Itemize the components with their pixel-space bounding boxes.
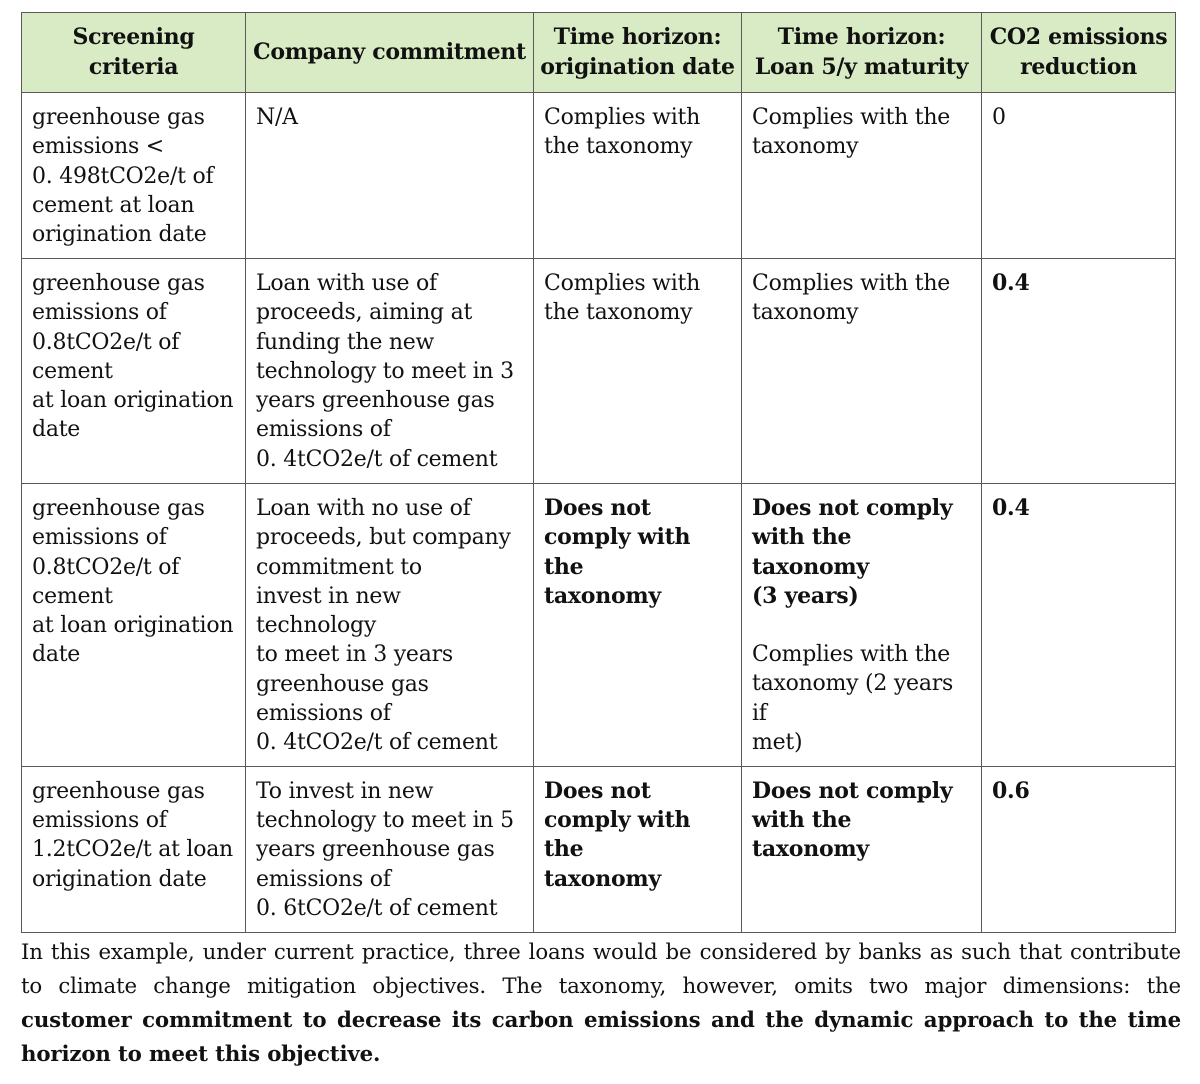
- header-company-commitment: Company commitment: [246, 13, 534, 93]
- maturity-noncompliant-text: Does not comply with the taxonomy (3 years): [752, 495, 953, 609]
- cell-reduction: 0: [982, 93, 1176, 259]
- paragraph-text: In this example, under current practice, three loans would be considered by banks as such that contribute to climate change mitigation objectives. The taxonomy, however, omits two major dimensions: the: [21, 940, 1181, 999]
- cell-commitment: N/A: [246, 93, 534, 259]
- cell-origination: Does not comply with the taxonomy: [534, 484, 742, 767]
- header-screening-criteria: Screening criteria: [22, 13, 246, 93]
- cell-commitment: To invest in new technology to meet in 5 years greenhouse gas emissions of 0. 6tCO2e/t of cement: [246, 766, 534, 932]
- cell-commitment: Loan with use of proceeds, aiming at funding the new technology to meet in 3 years greenhouse gas emissions of 0. 4tCO2e/t of cement: [246, 259, 534, 484]
- cell-maturity: Complies with the taxonomy: [742, 93, 982, 259]
- header-co2-reduction: CO2 emissions reduction: [982, 13, 1176, 93]
- paragraph-bold-text: customer commitment to decrease its carbon emissions and the dynamic approach to the time horizon to meet this objective.: [21, 1008, 1181, 1067]
- header-time-horizon-maturity: Time horizon: Loan 5/y maturity: [742, 13, 982, 93]
- cell-origination: Complies with the taxonomy: [534, 259, 742, 484]
- cell-maturity: Does not comply with the taxonomy: [742, 766, 982, 932]
- cell-reduction: 0.4: [982, 484, 1176, 767]
- cell-reduction: 0.4: [982, 259, 1176, 484]
- header-time-horizon-origination: Time horizon: origination date: [534, 13, 742, 93]
- cell-maturity: [742, 484, 982, 767]
- cell-reduction: 0.6: [982, 766, 1176, 932]
- table-row: [22, 484, 1176, 767]
- table-row: [22, 259, 1176, 484]
- table-row: [22, 766, 1176, 932]
- maturity-compliant-text: Complies with the taxonomy (2 years if met): [752, 642, 954, 756]
- cell-commitment: Loan with no use of proceeds, but company commitment to invest in new technology to meet in 3 years greenhouse gas emissions of 0. 4tCO2e/t of cement: [246, 484, 534, 767]
- table-row: [22, 93, 1176, 259]
- body-paragraph: [21, 936, 1181, 1072]
- cell-criteria: greenhouse gas emissions of 0.8tCO2e/t of cement at loan origination date: [22, 259, 246, 484]
- criteria-table: [21, 12, 1176, 933]
- cell-origination: Complies with the taxonomy: [534, 93, 742, 259]
- cell-maturity: Complies with the taxonomy: [742, 259, 982, 484]
- cell-criteria: greenhouse gas emissions of 0.8tCO2e/t of cement at loan origination date: [22, 484, 246, 767]
- cell-origination: Does not comply with the taxonomy: [534, 766, 742, 932]
- cell-criteria: greenhouse gas emissions of 1.2tCO2e/t at loan origination date: [22, 766, 246, 932]
- table-header-row: [22, 13, 1176, 93]
- cell-criteria: greenhouse gas emissions < 0. 498tCO2e/t of cement at loan origination date: [22, 93, 246, 259]
